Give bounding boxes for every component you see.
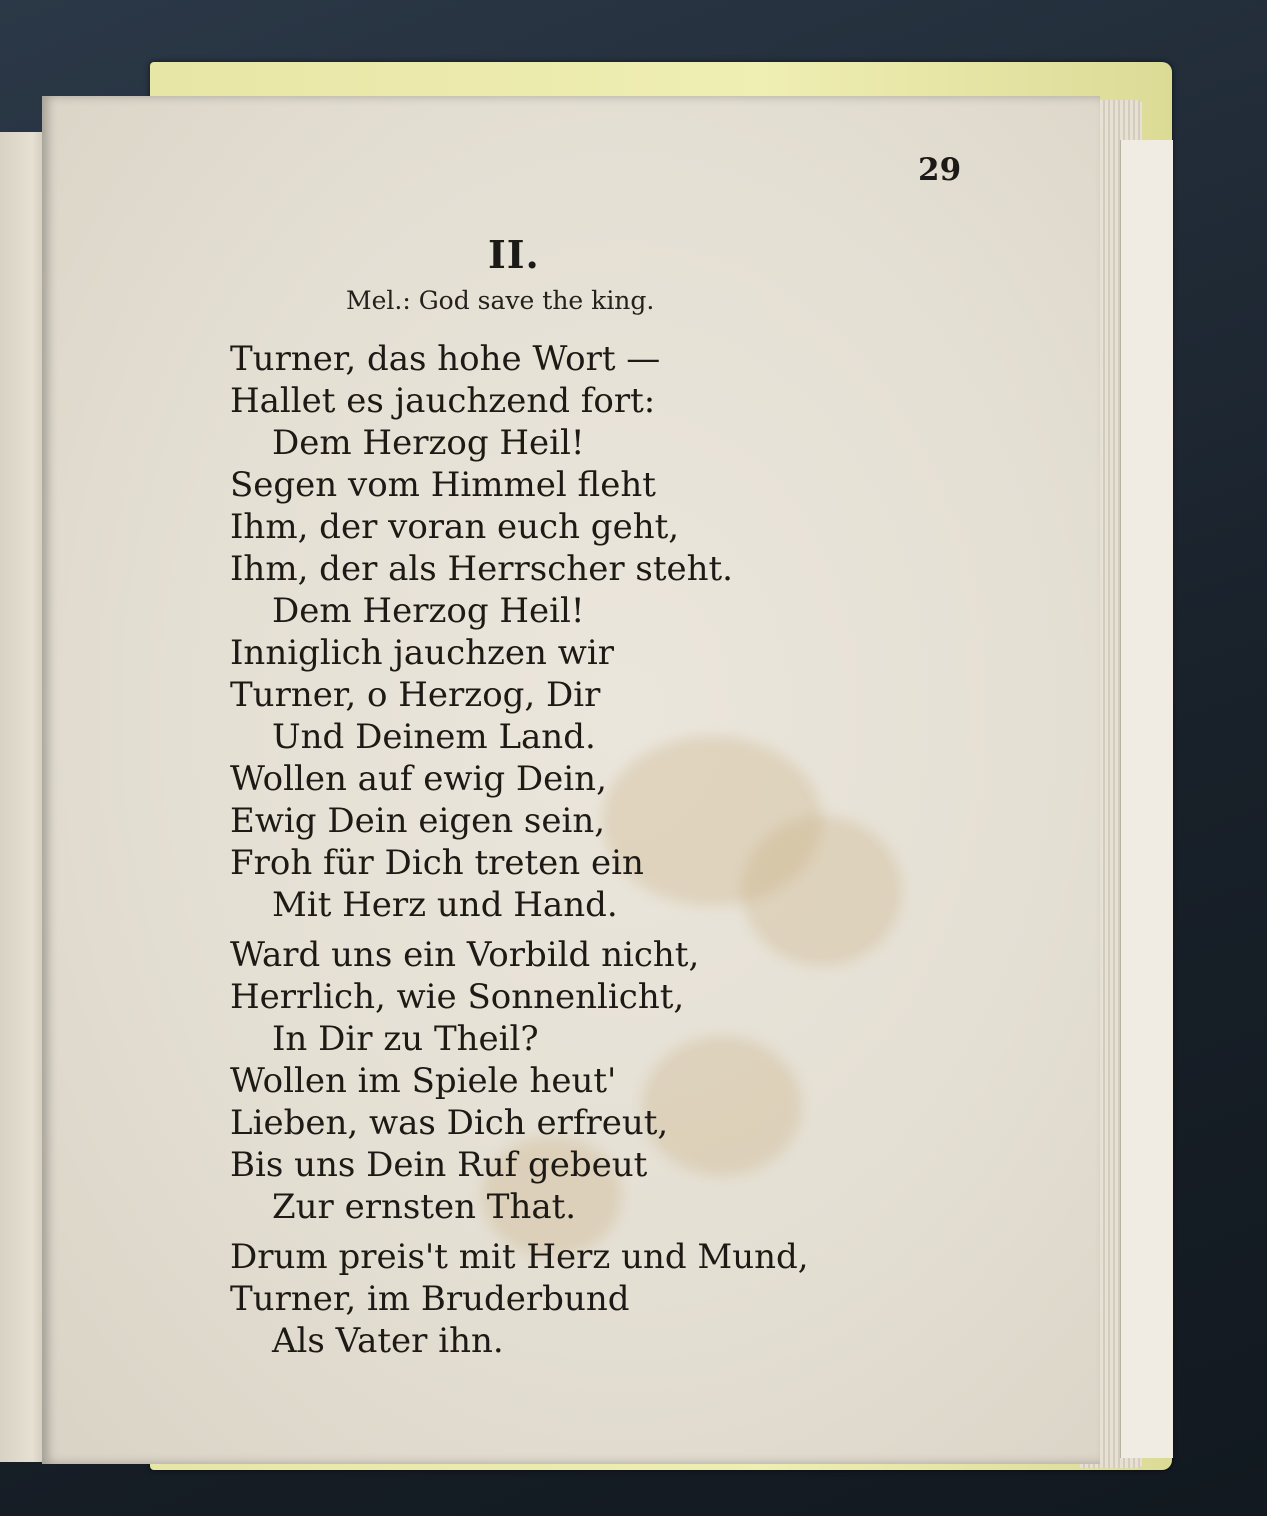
poem-text <box>230 338 809 1362</box>
poem-line: Dem Herzog Heil! <box>272 591 585 631</box>
left-page-sliver <box>0 132 46 1462</box>
poem-line: Turner, das hohe Wort — <box>230 339 661 379</box>
poem-line: Als Vater ihn. <box>272 1321 504 1361</box>
section-heading: II. <box>488 232 540 277</box>
poem-line: Ihm, der als Herrscher steht. <box>230 549 733 589</box>
poem-line: Ewig Dein eigen sein, <box>230 801 606 841</box>
poem-line: Inniglich jauchzen wir <box>230 633 614 673</box>
melody-note: Mel.: God save the king. <box>346 286 655 315</box>
poem-line: Segen vom Himmel fleht <box>230 465 656 505</box>
poem-line: Bis uns Dein Ruf gebeut <box>230 1145 648 1185</box>
poem-line: Zur ernsten That. <box>272 1187 577 1227</box>
poem-line: Hallet es jauchzend fort: <box>230 381 656 421</box>
poem-line: Ward uns ein Vorbild nicht, <box>230 935 700 975</box>
poem-line: Herrlich, wie Sonnenlicht, <box>230 977 685 1017</box>
page-number: 29 <box>918 152 962 188</box>
poem-line: Wollen im Spiele heut' <box>230 1061 617 1101</box>
poem-line: Und Deinem Land. <box>272 717 596 757</box>
poem-line: Froh für Dich treten ein <box>230 843 644 883</box>
poem-line: Dem Herzog Heil! <box>272 423 585 463</box>
poem-line: In Dir zu Theil? <box>272 1019 539 1059</box>
poem-line: Ihm, der voran euch geht, <box>230 507 680 547</box>
poem-line: Turner, o Herzog, Dir <box>230 675 601 715</box>
page-stack-edge-outer <box>1120 140 1173 1458</box>
poem-line: Drum preis't mit Herz und Mund, <box>230 1237 809 1277</box>
poem-line: Turner, im Bruderbund <box>230 1279 630 1319</box>
poem-line: Wollen auf ewig Dein, <box>230 759 607 799</box>
poem-line: Lieben, was Dich erfreut, <box>230 1103 669 1143</box>
poem-line: Mit Herz und Hand. <box>272 885 618 925</box>
